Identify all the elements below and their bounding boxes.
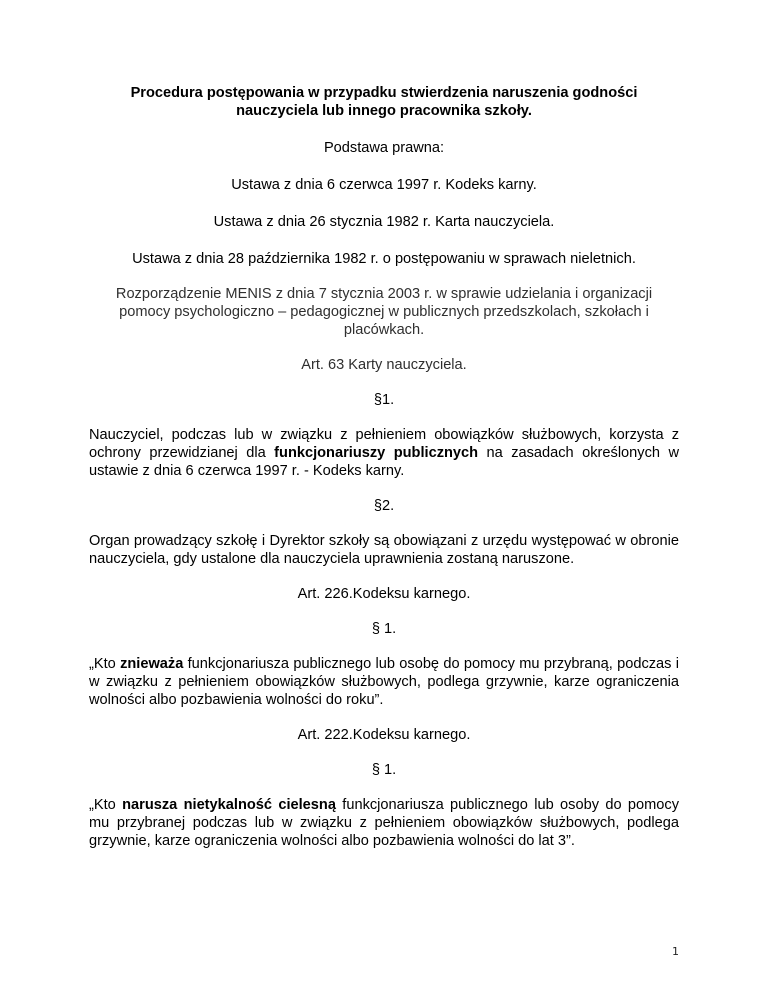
art222-text-end: funkcjonariusza publicznego lub osoby do pomocy mu przybranej podczas lub w związku z pełnieniem obowiązków służbowych, podlega grzywnie, karze ograniczenia wolności albo pozbawienia wolności do lat 3”.	[89, 797, 680, 849]
art222-text	[89, 796, 679, 850]
document-title-line-2: nauczyciela lub innego pracownika szkoły.	[236, 103, 532, 119]
art63-section2-label: §2.	[373, 498, 395, 514]
art222-section-label: § 1.	[371, 762, 397, 778]
document-title	[89, 84, 679, 120]
art226-heading: Art. 226.Kodeksu karnego.	[297, 586, 471, 602]
legal-basis-heading: Podstawa prawna:	[323, 140, 445, 156]
document-body	[89, 84, 679, 850]
art222-bold-term: narusza nietykalność cielesną	[122, 797, 336, 813]
law-menis-regulation: Rozporządzenie MENIS z dnia 7 stycznia 2003 r. w sprawie udzielania i organizacji pomocy psychologiczno – pedagogicznej w publicznych przedszkolach, szkołach i placówkach.	[115, 286, 653, 338]
art63-section1-text-end: na zasadach określonych w ustawie z dnia 6 czerwca 1997 r. - Kodeks karny.	[89, 445, 679, 479]
art226-text	[89, 655, 679, 709]
art63-section2-text: Organ prowadzący szkołę i Dyrektor szkoły są obowiązani z urzędu występować w obronie nauczyciela, gdy ustalone dla nauczyciela uprawnienia zostaną naruszone.	[89, 533, 679, 567]
art63-section1-bold-term: funkcjonariuszy publicznych	[274, 445, 479, 461]
art226-text-end: funkcjonariusza publicznego lub osobę do pomocy mu przybraną, podczas i w związku z pełnieniem obowiązków służbowych, podlega grzywnie, karze ograniczenia wolności albo pozbawienia wolności do roku”.	[89, 656, 679, 708]
art226-section-label: § 1.	[371, 621, 397, 637]
page-number: 1	[672, 945, 679, 958]
art226-text-start: „Kto	[89, 656, 121, 672]
law-teachers-charter: Ustawa z dnia 26 stycznia 1982 r. Karta nauczyciela.	[213, 214, 555, 230]
law-penal-code: Ustawa z dnia 6 czerwca 1997 r. Kodeks karny.	[231, 177, 537, 193]
document-title-line-1: Procedura postępowania w przypadku stwierdzenia naruszenia godności	[130, 85, 638, 101]
art226-bold-term: znieważa	[120, 656, 184, 672]
art63-heading: Art. 63 Karty nauczyciela.	[301, 357, 467, 373]
art63-section1-label: §1.	[373, 392, 395, 408]
art63-section1-text	[89, 426, 679, 480]
art222-text-start: „Kto	[89, 797, 123, 813]
law-juvenile-proceedings: Ustawa z dnia 28 października 1982 r. o postępowaniu w sprawach nieletnich.	[132, 251, 636, 267]
art63-section1-text-start: Nauczyciel, podczas lub w związku z pełnieniem obowiązków służbowych, korzysta z ochrony przewidzianej dla	[89, 427, 679, 461]
art222-heading: Art. 222.Kodeksu karnego.	[297, 727, 471, 743]
